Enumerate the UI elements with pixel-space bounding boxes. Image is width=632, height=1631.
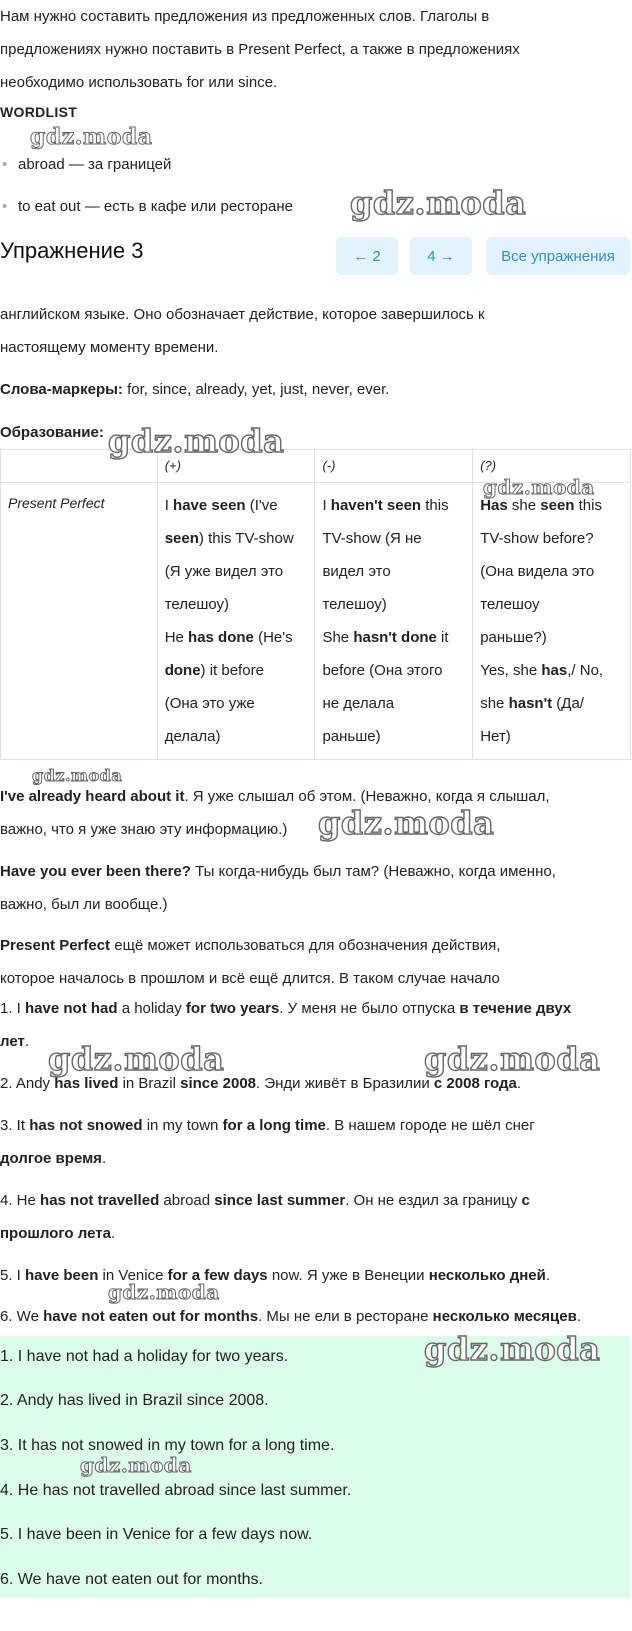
watermark-logo: gdz.moda — [32, 766, 123, 785]
watermark-logo: gdz.moda — [108, 422, 285, 460]
solution-1-line-1: 1. I have not had a holiday for two years. У меня не было отпуска в течение двух — [0, 1000, 572, 1017]
answer-line: 3. It has not snowed in my town for a long time. — [0, 1437, 335, 1454]
all-exercises-button[interactable]: Все упражнения — [486, 237, 630, 275]
table-cell-negative: I haven't seen this TV-show (Я не видел это телешоу) She hasn't done it before (Она этого не делала раньше) — [315, 483, 473, 760]
solution-3-line-1: 3. It has not snowed in my town for a long time. В нашем городе не шёл снег — [0, 1117, 535, 1134]
solution-2: 2. Andy has lived in Brazil since 2008. Энди живёт в Бразилии с 2008 года. — [0, 1075, 522, 1092]
answer-line: 1. I have not had a holiday for two years. — [0, 1348, 289, 1365]
watermark-logo: gdz.moda — [48, 1040, 225, 1078]
wordlist-item: • abroad — за границей — [18, 156, 171, 173]
solution-4-line-1: 4. He has not travelled abroad since last summer. Он не ездил за границу с — [0, 1192, 530, 1209]
prev-exercise-button[interactable]: ← 2 — [336, 237, 398, 275]
markers-text: for, since, already, yet, just, never, ever. — [122, 381, 390, 398]
solution-1-line-2: лет. — [0, 1033, 29, 1050]
solution-4-line-2: прошлого лета. — [0, 1225, 116, 1242]
watermark-logo: gdz.moda — [424, 1040, 601, 1078]
example-1-line-1: I've already heard about it. Я уже слышал об этом. (Неважно, когда я слышал, — [0, 788, 550, 805]
solution-6: 6. We have not eaten out for months. Мы не ели в ресторане несколько месяцев. — [0, 1308, 581, 1325]
intro-line-2: предложениях нужно поставить в Present Perfect, а также в предложениях — [0, 41, 520, 58]
exercise-title: Упражнение 3 — [0, 238, 144, 263]
table-header-negative: (-) — [315, 450, 473, 483]
markers-label: Слова-маркеры: — [0, 381, 123, 398]
example-2-line-1: Have you ever been there? Ты когда-нибудь был там? (Неважно, когда именно, — [0, 863, 556, 880]
solution-3-line-2: долгое время. — [0, 1150, 107, 1167]
wordlist-item: • to eat out — есть в кафе или ресторане — [18, 198, 293, 215]
watermark-logo: gdz.moda — [350, 184, 527, 222]
example-1-line-2: важно, что я уже знаю эту информацию.) — [0, 821, 288, 838]
intro-line-1: Нам нужно составить предложения из предложенных слов. Глаголы в — [0, 8, 490, 25]
table-header-question: (?) — [473, 450, 631, 483]
answer-line: 4. He has not travelled abroad since last summer. — [0, 1482, 352, 1499]
intro-line-3: необходимо использовать for или since. — [0, 74, 278, 91]
markers-line — [0, 373, 630, 406]
watermark-logo: gdz.moda — [483, 475, 595, 499]
formation-label: Образование: — [0, 424, 104, 441]
answer-line: 6. We have not eaten out for months. — [0, 1571, 263, 1588]
theory-line-1: английском языке. Оно обозначает действие, которое завершилось к — [0, 306, 485, 323]
wordlist-title: WORDLIST — [0, 104, 78, 120]
table-cell-question: Has she seen this TV-show before? (Она видела это телешоу раньше?) Yes, she has,/ No, she hasn't (Да/ Нет) — [473, 483, 631, 760]
table-row-label: Present Perfect — [1, 483, 158, 760]
watermark-logo: gdz.moda — [108, 1280, 220, 1304]
example-3-line-1: Present Perfect ещё может использоваться для обозначения действия, — [0, 937, 501, 954]
watermark-logo: gdz.moda — [424, 1330, 601, 1368]
next-exercise-button[interactable]: 4 → — [410, 237, 472, 275]
watermark-logo: gdz.moda — [318, 804, 495, 842]
example-3-line-2: которое началось в прошлом и всё ещё длится. В таком случае начало — [0, 970, 500, 987]
theory-line-2: настоящему моменту времени. — [0, 339, 219, 356]
example-2-line-2: важно, был ли вообще.) — [0, 896, 168, 913]
answer-line: 2. Andy has lived in Brazil since 2008. — [0, 1392, 269, 1409]
answer-line: 5. I have been in Venice for a few days now. — [0, 1526, 313, 1543]
table-row — [1, 483, 631, 760]
table-header-positive: (+) — [157, 450, 315, 483]
table-cell-positive: I have seen (I've seen) this TV-show (Я уже видел это телешоу) He has done (He's done) it before (Она это уже делала) — [157, 483, 315, 760]
watermark-logo: gdz.moda — [30, 124, 153, 150]
solution-5: 5. I have been in Venice for a few days now. Я уже в Венеции несколько дней. — [0, 1267, 551, 1284]
watermark-logo: gdz.moda — [80, 1453, 192, 1477]
